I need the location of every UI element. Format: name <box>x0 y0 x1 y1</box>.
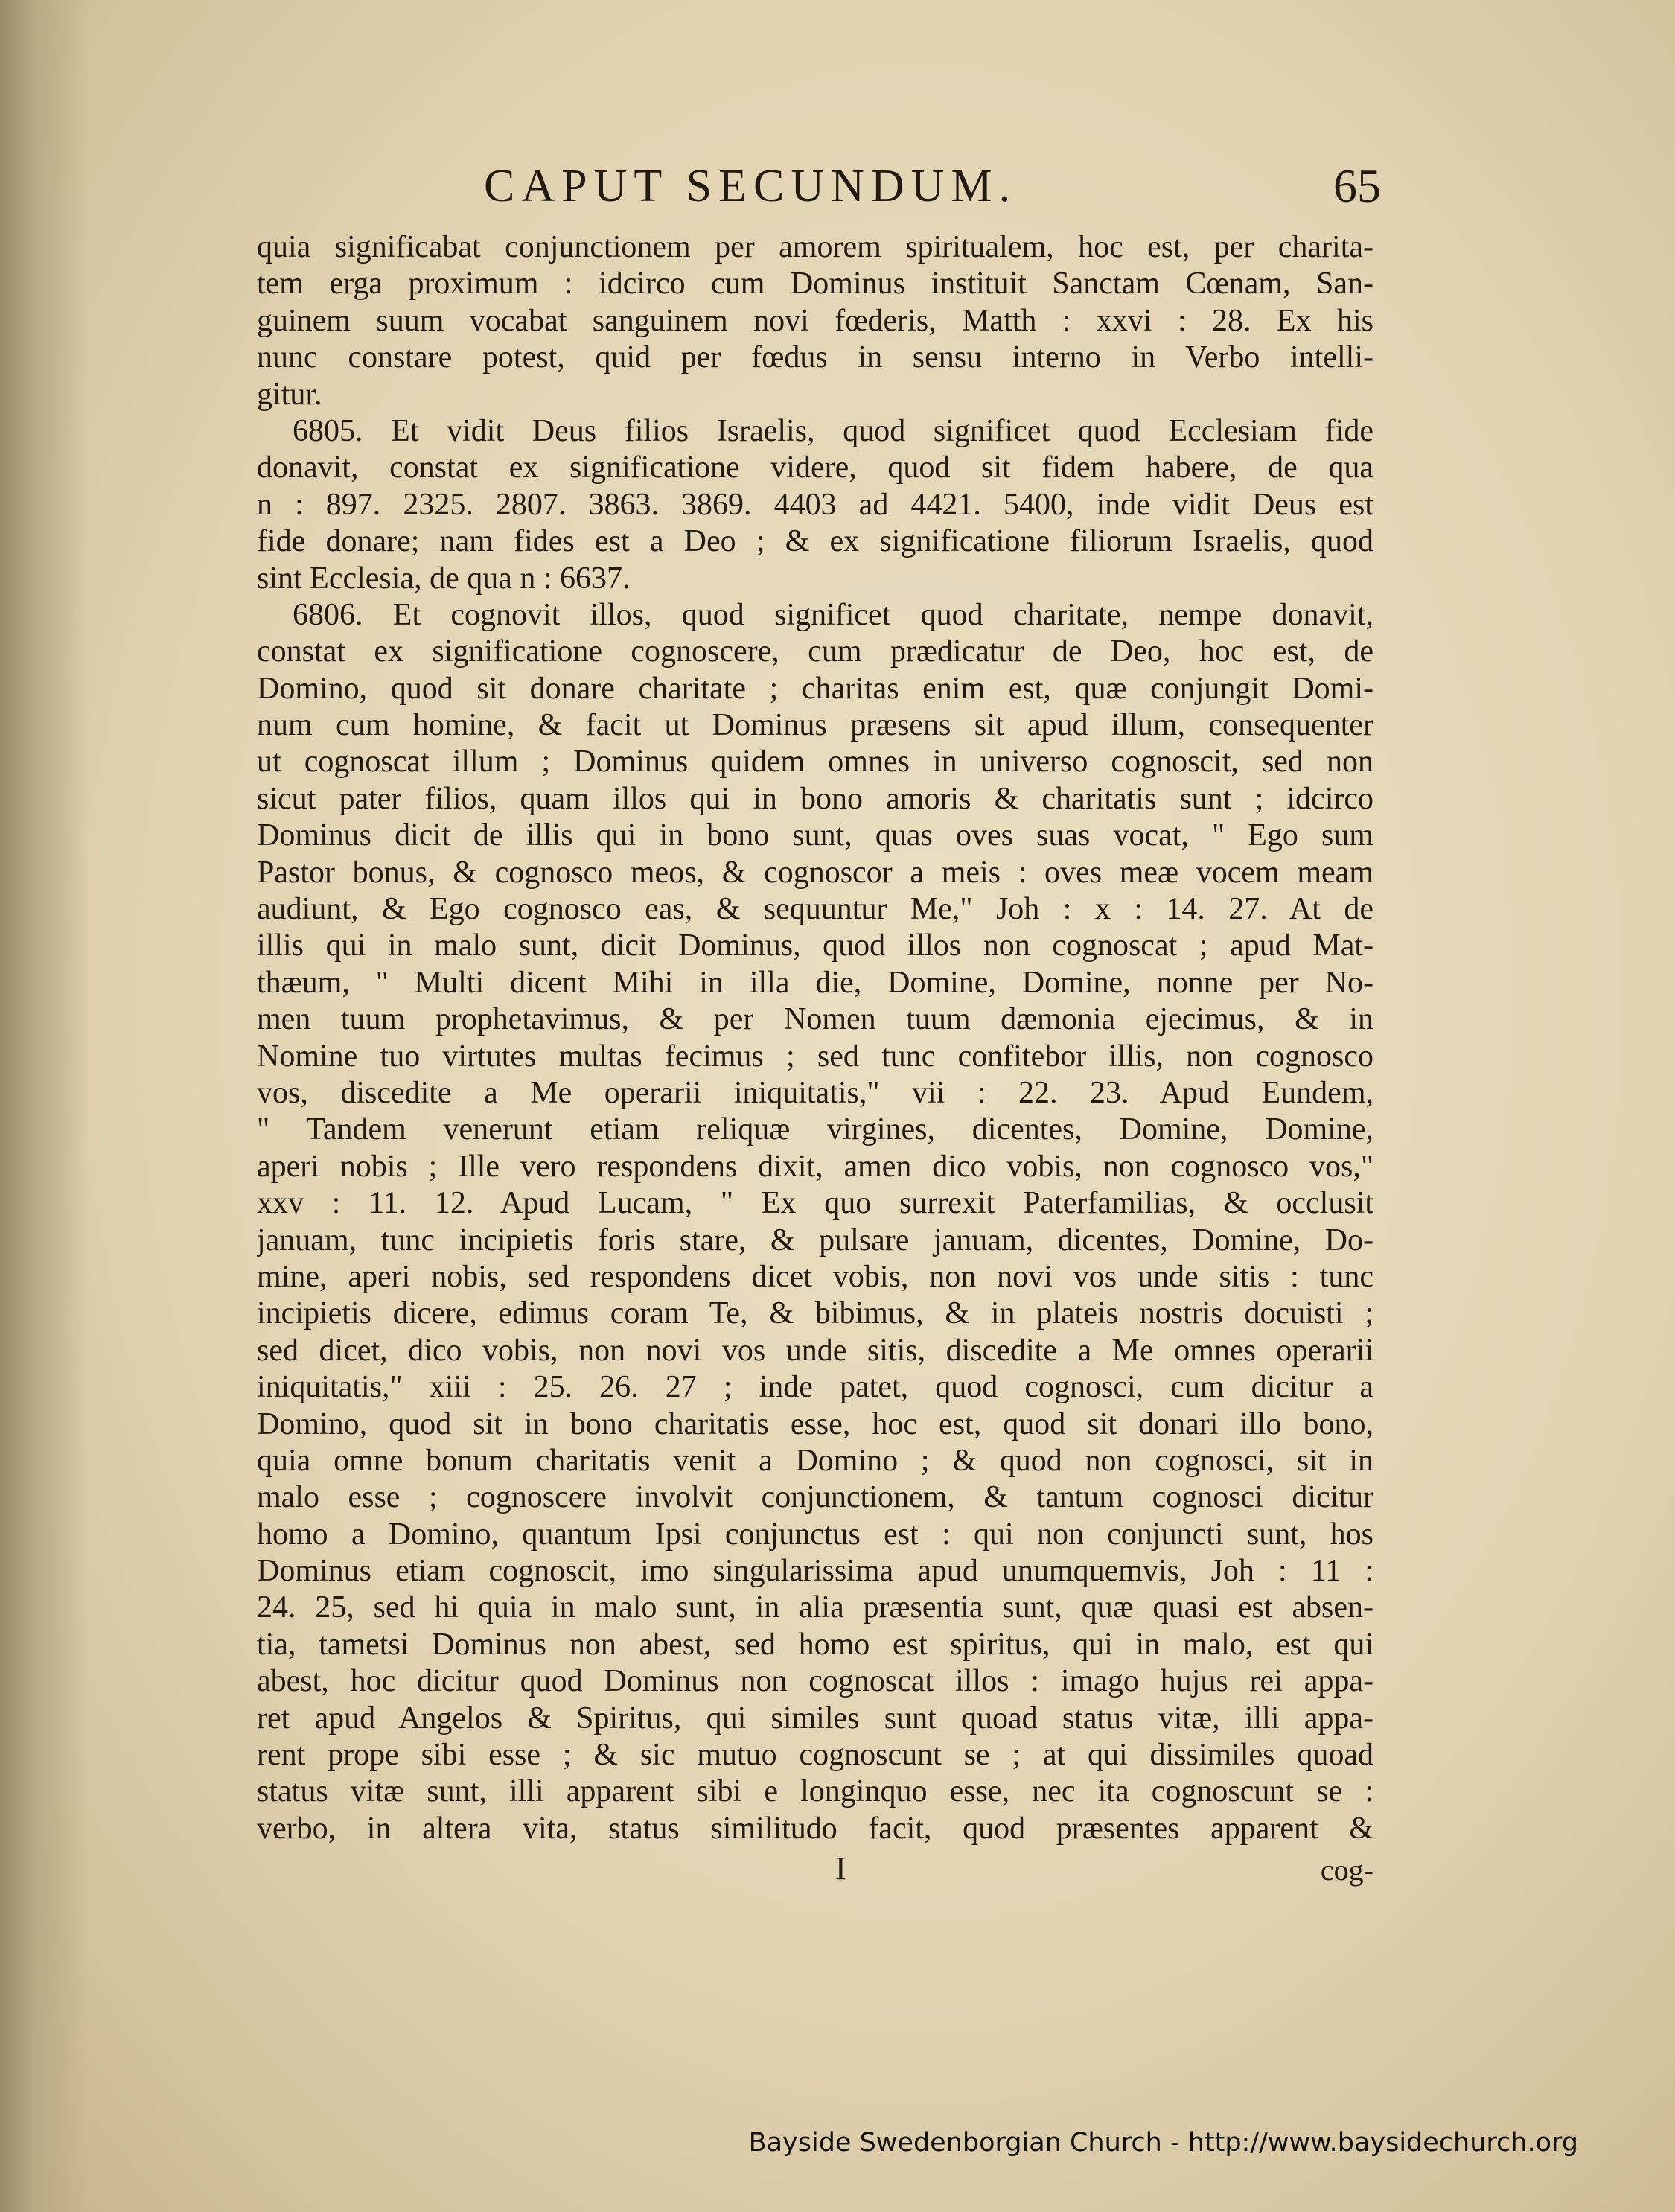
text-line: tia, tametsi Dominus non abest, sed homo est spiritus, qui in malo, est qui <box>257 1627 1374 1662</box>
text-line: status vitæ sunt, illi apparent sibi e longinquo esse, nec ita cognoscunt se : <box>257 1774 1374 1809</box>
text-line: donavit, constat ex significatione videre, quod sit fidem habere, de qua <box>257 450 1374 485</box>
text-line: 24. 25, sed hi quia in malo sunt, in alia præsentia sunt, quæ quasi est absen- <box>257 1590 1374 1625</box>
text-line: homo a Domino, quantum Ipsi conjunctus est : qui non conjuncti sunt, hos <box>257 1517 1374 1552</box>
text-line: quia omne bonum charitatis venit a Domino ; & quod non cognosci, sit in <box>257 1443 1374 1478</box>
text-line: Pastor bonus, & cognosco meos, & cognoscor a meis : oves meæ vocem meam <box>257 855 1374 890</box>
text-line: januam, tunc incipietis foris stare, & pulsare januam, dicentes, Domine, Do- <box>257 1223 1374 1258</box>
text-line: nunc constare potest, quid per fœdus in sensu interno in Verbo intelli- <box>257 340 1374 375</box>
text-line: xxv : 11. 12. Apud Lucam, " Ex quo surrexit Paterfamilias, & occlusit <box>257 1186 1374 1221</box>
text-line: Nomine tuo virtutes multas fecimus ; sed tunc confitebor illis, non cognosco <box>257 1039 1374 1074</box>
text-line: abest, hoc dicitur quod Dominus non cognoscat illos : imago hujus rei appa- <box>257 1664 1374 1699</box>
text-line: men tuum prophetavimus, & per Nomen tuum dæmonia ejecimus, & in <box>257 1002 1374 1037</box>
text-line: constat ex significatione cognoscere, cum prædicatur de Deo, hoc est, de <box>257 634 1374 669</box>
text-line: sicut pater filios, quam illos qui in bono amoris & charitatis sunt ; idcirco <box>257 781 1374 816</box>
text-line: gitur. <box>257 377 322 412</box>
text-line: thæum, " Multi dicent Mihi in illa die, Domine, Domine, nonne per No- <box>257 965 1374 1000</box>
text-line: sint Ecclesia, de qua n : 6637. <box>257 561 631 596</box>
text-line: n : 897. 2325. 2807. 3863. 3869. 4403 ad 4421. 5400, inde vidit Deus est <box>257 487 1374 522</box>
text-line: incipietis dicere, edimus coram Te, & bibimus, & in plateis nostris docuisti ; <box>257 1296 1374 1331</box>
page-number: 65 <box>1333 159 1381 212</box>
text-line: aperi nobis ; Ille vero respondens dixit, amen dico vobis, non cognosco vos," <box>257 1149 1374 1184</box>
signature-mark: I <box>835 1850 846 1887</box>
text-line: guinem suum vocabat sanguinem novi fœderis, Matth : xxvi : 28. Ex his <box>257 303 1374 338</box>
body-text <box>257 229 1374 1847</box>
text-line: rent prope sibi esse ; & sic mutuo cognoscunt se ; at qui dissimiles quoad <box>257 1738 1374 1773</box>
text-line: vos, discedite a Me operarii iniquitatis," vii : 22. 23. Apud Eundem, <box>257 1075 1374 1110</box>
catchword: cog- <box>1320 1853 1374 1887</box>
text-line: audiunt, & Ego cognosco eas, & sequuntur Me," Joh : x : 14. 27. At de <box>257 892 1374 927</box>
text-line: illis qui in malo sunt, dicit Dominus, quod illos non cognoscat ; apud Mat- <box>257 928 1374 963</box>
text-line: iniquitatis," xiii : 25. 26. 27 ; inde patet, quod cognosci, cum dicitur a <box>257 1370 1374 1405</box>
running-title: CAPUT SECUNDUM. <box>484 161 1018 211</box>
text-line: ut cognoscat illum ; Dominus quidem omnes in universo cognoscit, sed non <box>257 745 1374 780</box>
paragraph-6805-start: 6805. Et vidit Deus filios Israelis, quod significet quod Ecclesiam fide <box>293 413 1374 448</box>
running-head <box>257 160 1381 220</box>
text-line: quia significabat conjunctionem per amorem spiritualem, hoc est, per charita- <box>257 230 1374 264</box>
text-line: Dominus etiam cognoscit, imo singularissima apud unumquemvis, Joh : 11 : <box>257 1554 1374 1589</box>
text-line: Domino, quod sit in bono charitatis esse, hoc est, quod sit donari illo bono, <box>257 1406 1374 1441</box>
text-line: ret apud Angelos & Spiritus, qui similes sunt quoad status vitæ, illi appa- <box>257 1701 1374 1736</box>
page-gutter-shadow <box>0 0 89 2212</box>
text-line: Domino, quod sit donare charitate ; charitas enim est, quæ conjungit Domi- <box>257 671 1374 706</box>
text-line: verbo, in altera vita, status similitudo facit, quod præsentes apparent & <box>257 1811 1374 1846</box>
text-line: Dominus dicit de illis qui in bono sunt, quas oves suas vocat, " Ego sum <box>257 818 1374 853</box>
watermark-link[interactable]: Bayside Swedenborgian Church - http://www.baysidechurch.org <box>748 2128 1578 2158</box>
text-line: mine, aperi nobis, sed respondens dicet vobis, non novi vos unde sitis : tunc <box>257 1259 1374 1294</box>
text-line: tem erga proximum : idcirco cum Dominus instituit Sanctam Cœnam, San- <box>257 267 1374 302</box>
text-line: " Tandem venerunt etiam reliquæ virgines, dicentes, Domine, Domine, <box>257 1112 1374 1147</box>
text-line: fide donare; nam fides est a Deo ; & ex significatione filiorum Israelis, quod <box>257 524 1374 559</box>
paragraph-6806-start: 6806. Et cognovit illos, quod significet quod charitate, nempe donavit, <box>293 597 1374 632</box>
text-line: malo esse ; cognoscere involvit conjunctionem, & tantum cognosci dicitur <box>257 1480 1374 1515</box>
text-line: sed dicet, dico vobis, non novi vos unde sitis, discedite a Me omnes operarii <box>257 1333 1374 1368</box>
text-line: num cum homine, & facit ut Dominus præsens sit apud illum, consequenter <box>257 708 1374 743</box>
